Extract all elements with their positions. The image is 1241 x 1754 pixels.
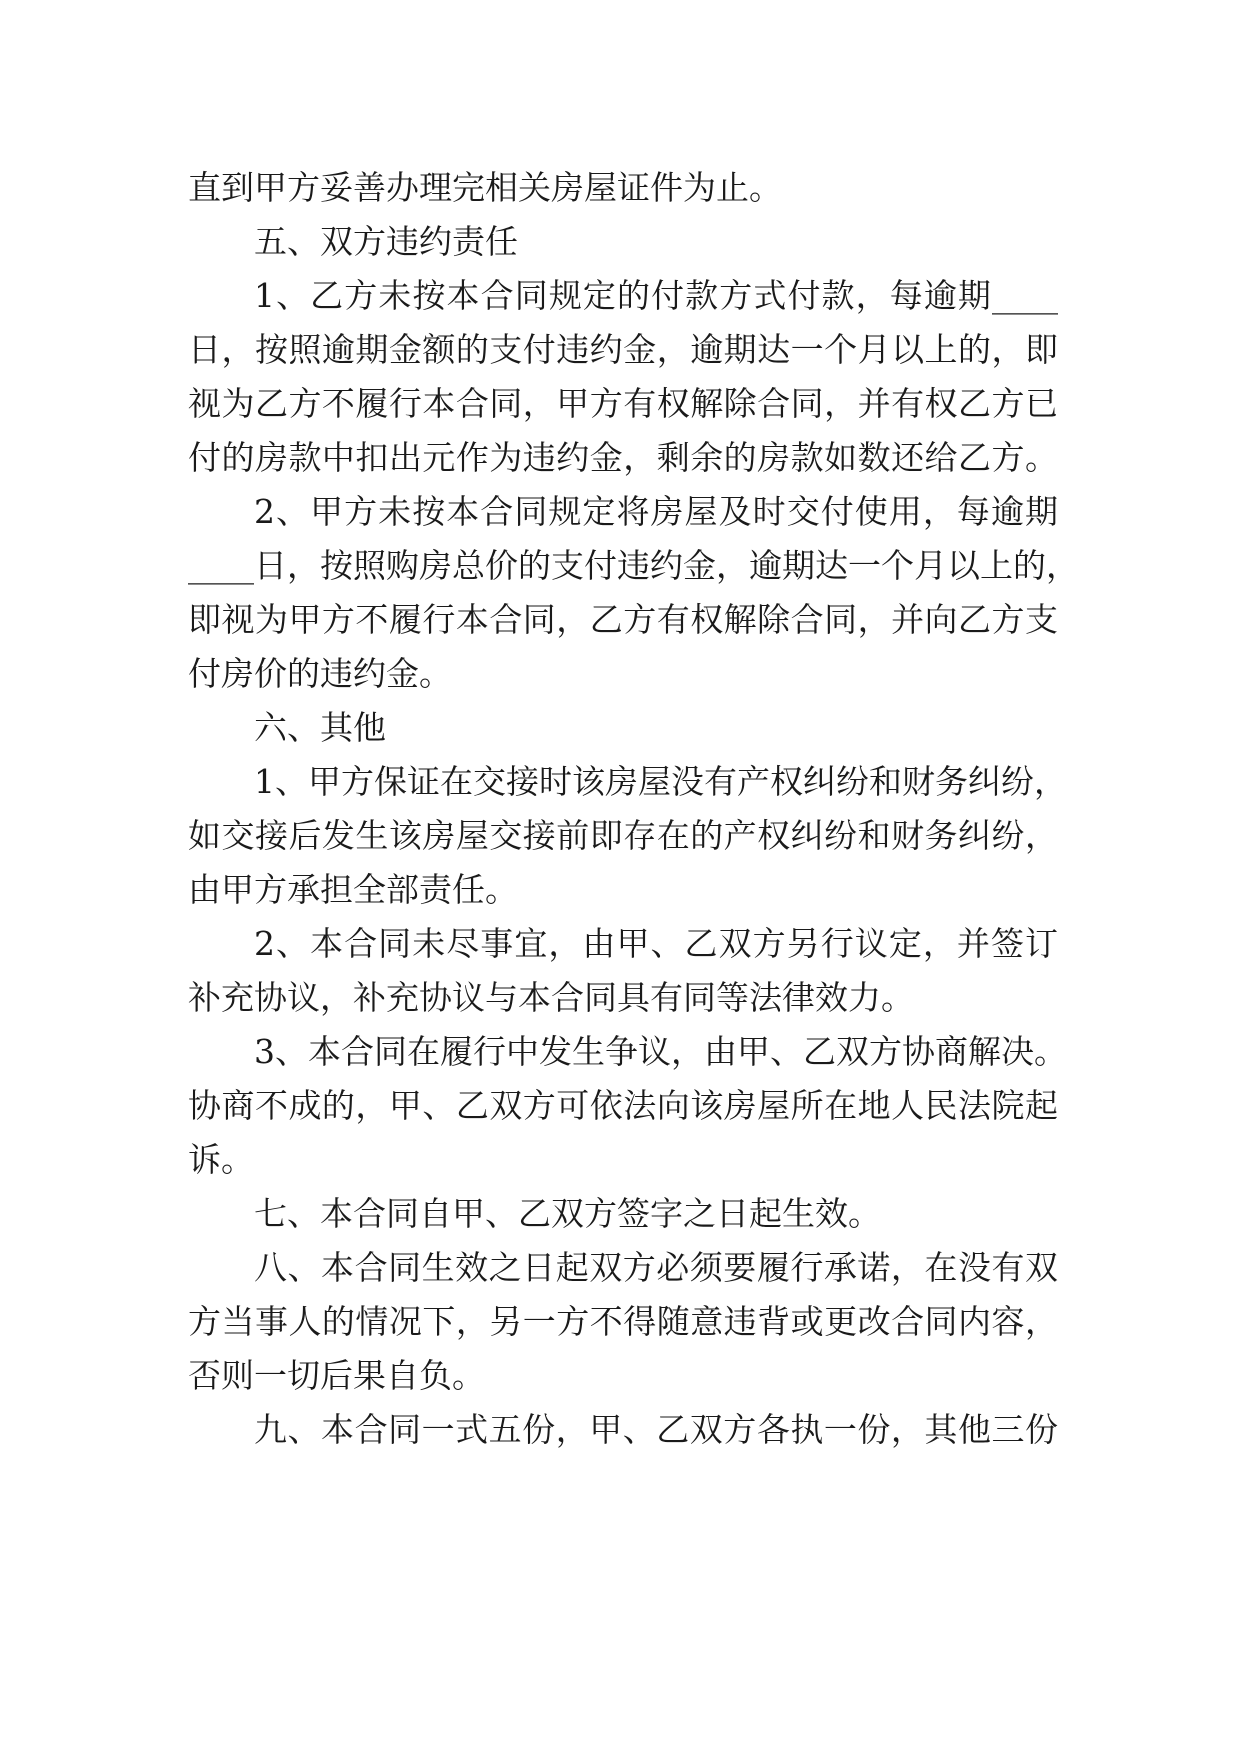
text-line: 1、甲方保证在交接时该房屋没有产权纠纷和财务纠纷， — [254, 762, 1067, 801]
text-line: 付房价的违约金。 — [188, 654, 452, 693]
text-line: 2、本合同未尽事宜，由甲、乙双方另行议定，并签订 — [254, 924, 1058, 963]
section-heading: 五、双方违约责任 — [254, 222, 518, 261]
text-line: ____日，按照购房总价的支付违约金，逾期达一个月以上的， — [188, 546, 1079, 585]
text-line: 协商不成的，甲、乙双方可依法向该房屋所在地人民法院起 — [188, 1086, 1058, 1125]
text-line: 即视为甲方不履行本合同，乙方有权解除合同，并向乙方支 — [188, 600, 1058, 639]
text-line: 如交接后发生该房屋交接前即存在的产权纠纷和财务纠纷， — [188, 816, 1058, 855]
text-line: 九、本合同一式五份，甲、乙双方各执一份，其他三份 — [254, 1410, 1058, 1449]
text-line: 否则一切后果自负。 — [188, 1356, 485, 1395]
text-line: 诉。 — [188, 1140, 254, 1179]
text-line: 日，按照逾期金额的支付违约金，逾期达一个月以上的，即 — [188, 330, 1058, 369]
text-line: 视为乙方不履行本合同，甲方有权解除合同，并有权乙方已 — [188, 384, 1058, 423]
text-line: 八、本合同生效之日起双方必须要履行承诺，在没有双 — [254, 1248, 1058, 1287]
text-line: 3、本合同在履行中发生争议，由甲、乙双方协商解决。 — [254, 1032, 1067, 1071]
text-line: 方当事人的情况下，另一方不得随意违背或更改合同内容， — [188, 1302, 1058, 1341]
section-heading: 七、本合同自甲、乙双方签字之日起生效。 — [254, 1194, 881, 1233]
section-heading: 六、其他 — [254, 708, 386, 747]
text-line: 补充协议，补充协议与本合同具有同等法律效力。 — [188, 978, 914, 1017]
text-line: 1、乙方未按本合同规定的付款方式付款，每逾期____ — [254, 276, 1058, 315]
text-line: 由甲方承担全部责任。 — [188, 870, 518, 909]
text-line: 2、甲方未按本合同规定将房屋及时交付使用，每逾期 — [254, 492, 1058, 531]
text-line: 付的房款中扣出元作为违约金，剩余的房款如数还给乙方。 — [188, 438, 1058, 477]
text-line: 直到甲方妥善办理完相关房屋证件为止。 — [188, 168, 782, 207]
